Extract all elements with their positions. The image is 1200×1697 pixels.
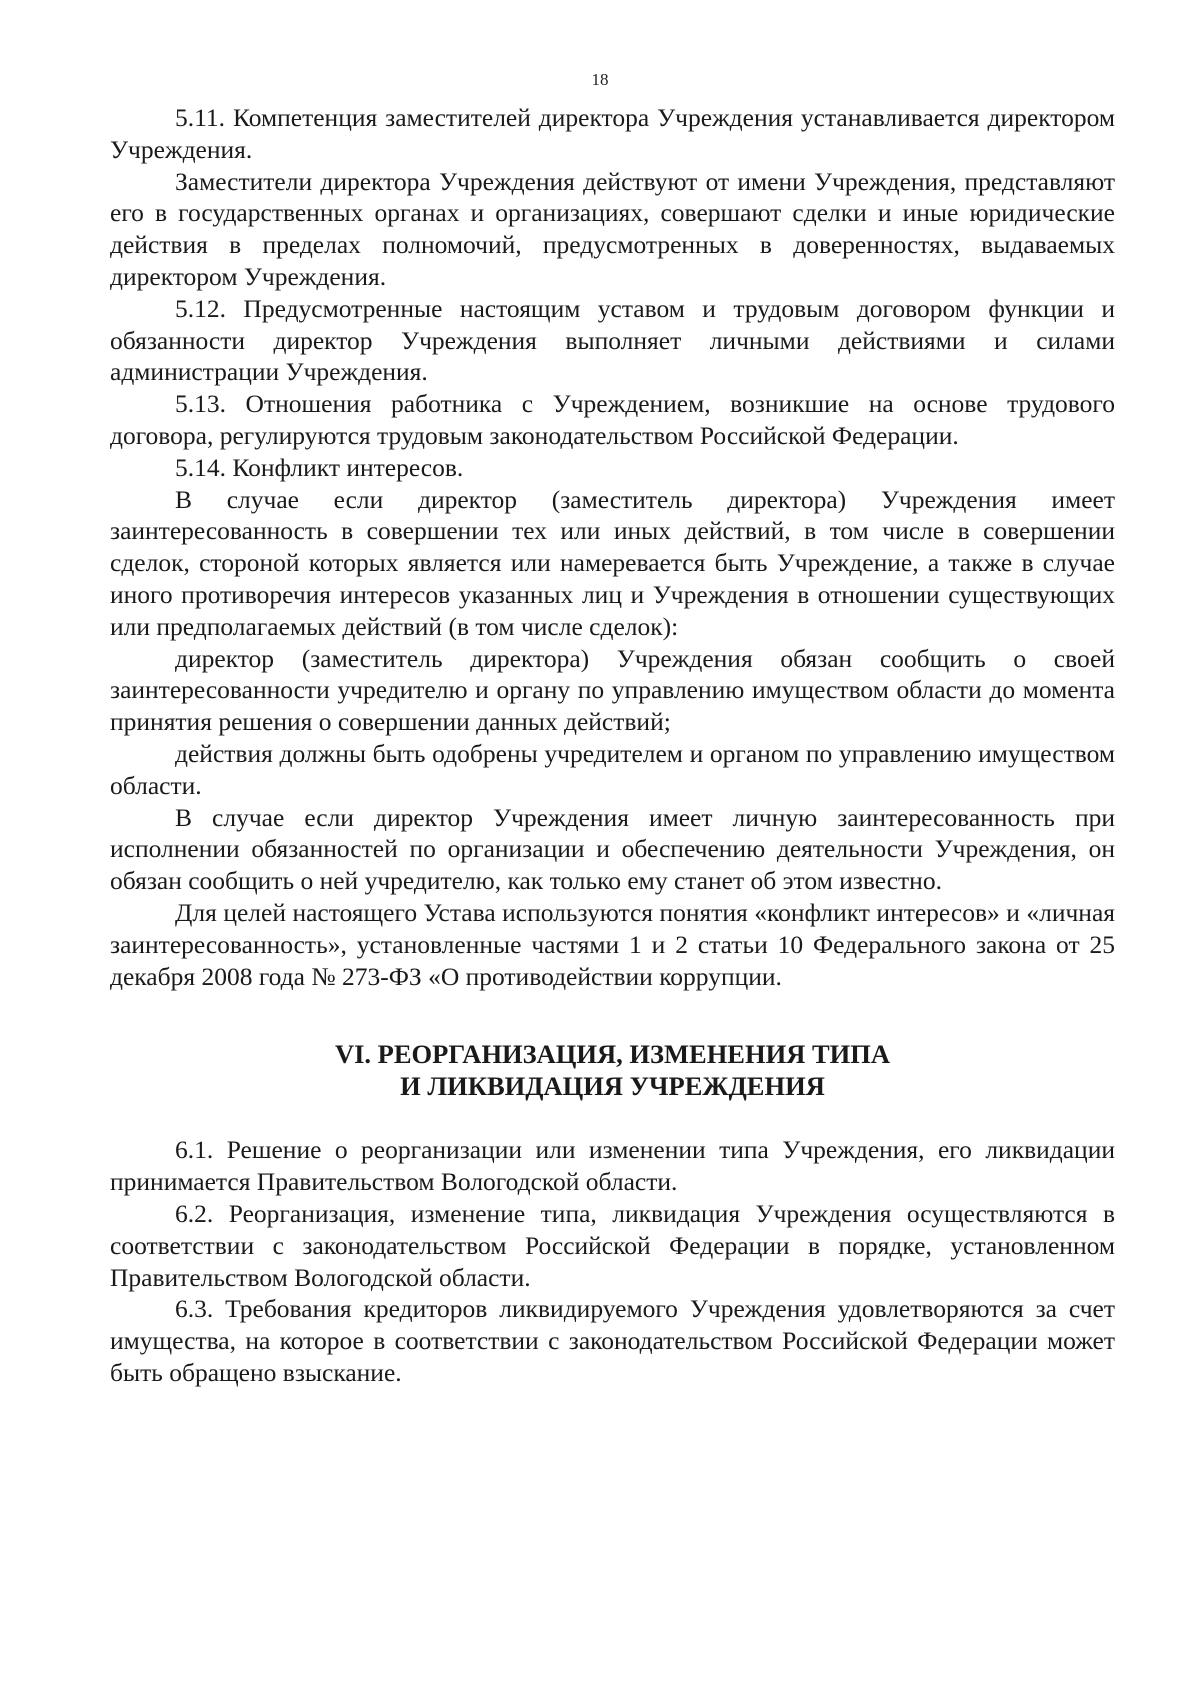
paragraph-6-2: 6.2. Реорганизация, изменение типа, ликвидация Учреждения осуществляются в соответствии с законодательством Российской Федерации в порядке, установленном Правительством Вологодской области. <box>110 1198 1115 1292</box>
paragraph-5-12: 5.12. Предусмотренные настоящим уставом и трудовым договором функции и обязанности директор Учреждения выполняет личными действиями и силами администрации Учреждения. <box>110 293 1115 387</box>
paragraph-director-obliged: директор (заместитель директора) Учреждения обязан сообщить о своей заинтересованности учредителю и органу по управлению имуществом области до момента принятия решения о совершении данных действий; <box>110 643 1115 737</box>
document-body <box>110 102 1115 1389</box>
page-number: 18 <box>591 70 609 89</box>
section-heading-line-2: И ЛИКВИДАЦИЯ УЧРЕЖДЕНИЯ <box>400 1071 825 1102</box>
paragraph-conflict-case: В случае если директор (заместитель директора) Учреждения имеет заинтересованность в совершении тех или иных действий, в том числе в совершении сделок, стороной которых является или намеревается быть Учреждение, а также в случае иного противоречия интересов указанных лиц и Учреждения в отношении существующих или предполагаемых действий (в том числе сделок): <box>110 484 1115 641</box>
paragraph-5-13: 5.13. Отношения работника с Учреждением, возникшие на основе трудового договора, регулируются трудовым законодательством Российской Федерации. <box>110 389 1115 450</box>
paragraph-6-1: 6.1. Решение о реорганизации или изменении типа Учреждения, его ликвидации принимается Правительством Вологодской области. <box>110 1135 1115 1197</box>
paragraph-actions-approved: действия должны быть одобрены учредителем и органом по управлению имуществом области. <box>110 738 1115 800</box>
section-heading <box>110 1038 1115 1102</box>
paragraph-5-14: 5.14. Конфликт интересов. <box>175 452 464 482</box>
paragraph-personal-interest: В случае если директор Учреждения имеет личную заинтересованность при исполнении обязанностей по организации и обеспечению деятельности Учреждения, он обязан сообщить о ней учредителю, как только ему станет об этом известно. <box>110 802 1115 896</box>
paragraph-5-11: 5.11. Компетенция заместителей директора Учреждения устанавливается директором Учреждения. <box>110 103 1115 164</box>
paragraph-deputies: Заместители директора Учреждения действуют от имени Учреждения, представляют его в государственных органах и организациях, совершают сделки и иные юридические действия в пределах полномочий, предусмотренных в доверенностях, выдаваемых директором Учреждения. <box>110 166 1115 291</box>
paragraph-6-3: 6.3. Требования кредиторов ликвидируемого Учреждения удовлетворяются за счет имущества, на которое в соответствии с законодательством Российской Федерации может быть обращено взыскание. <box>110 1294 1115 1387</box>
section-heading-line-1: VI. РЕОРГАНИЗАЦИЯ, ИЗМЕНЕНИЯ ТИПА <box>334 1039 891 1070</box>
paragraph-definitions: Для целей настоящего Устава используются понятия «конфликт интересов» и «личная заинтересованность», установленные частями 1 и 2 статьи 10 Федерального закона от 25 декабря 2008 года № 273-ФЗ «О противодействии коррупции. <box>110 897 1115 991</box>
